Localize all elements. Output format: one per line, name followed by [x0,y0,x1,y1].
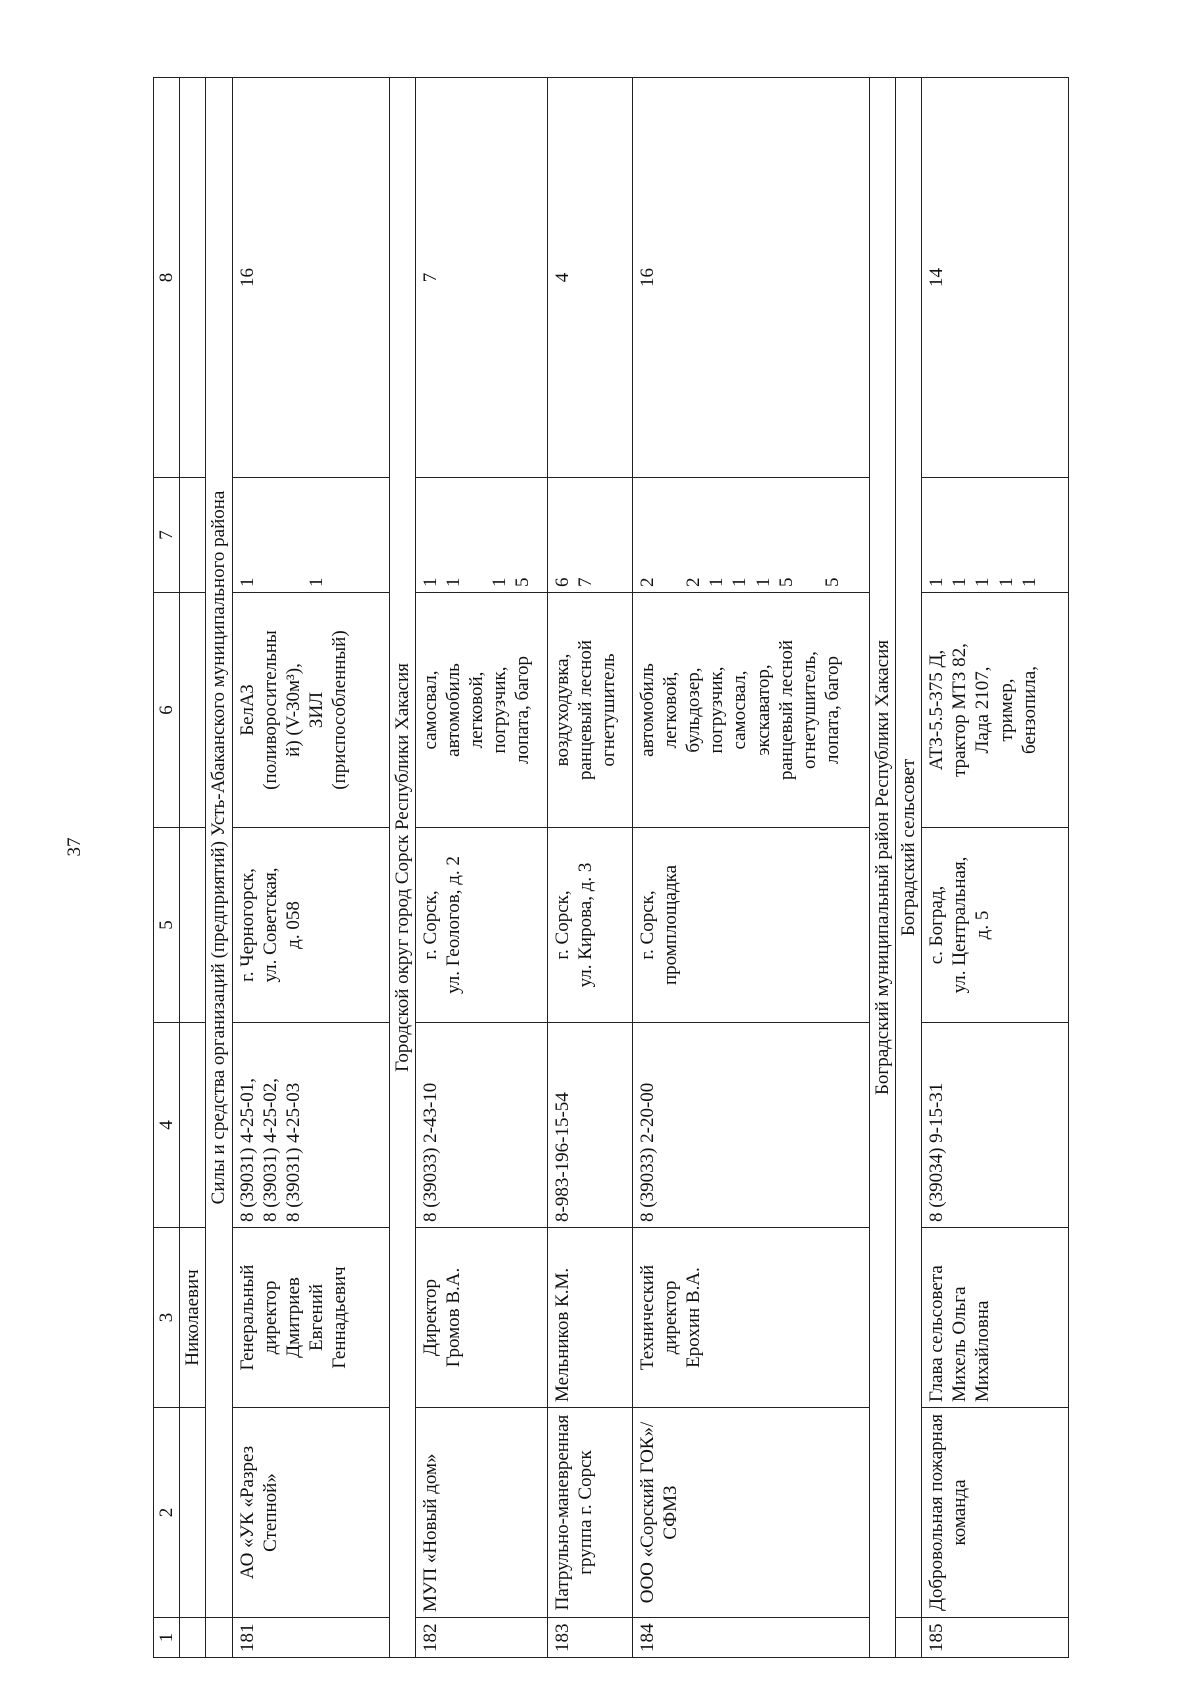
organization: ООО «Сорский ГОК»/ СФМЗ [632,1408,869,1618]
head-person: Технический директор Ерохин В.А. [632,1228,869,1408]
quantity: 1 1 1 1 1 [922,478,1069,593]
total-count: 16 [632,78,869,478]
address: г. Сорск, ул. Кирова, д. 3 [547,828,632,1023]
total-count: 16 [232,78,389,478]
head-person: Глава сельсовета Михель Ольга Михайловна [922,1228,1069,1408]
column-number: 3 [154,1228,180,1408]
section-title: Боградский муниципальный район Республики Хакасия [869,78,895,1658]
phone: 8-983-196-15-54 [547,1023,632,1228]
table-row [232,78,389,1658]
equipment: воздуходувка, ранцевый лесной огнетушитель [547,593,632,828]
section-row [389,78,415,1658]
section-row [206,78,232,1658]
address: г. Черногорск, ул. Советская, д. 058 [232,828,389,1023]
equipment: БелАЗ (поливоросительны й) (V-30м³), ЗИЛ (приспособленный) [232,593,389,828]
phone: 8 (39034) 9-15-31 [922,1023,1069,1228]
total-count: 7 [415,78,547,478]
table-row [922,78,1069,1658]
row-number: 181 [232,1618,389,1658]
total-count: 4 [547,78,632,478]
organization: Патрульно-маневренная группа г. Сорск [547,1408,632,1618]
column-number: 2 [154,1408,180,1618]
resources-table [153,77,1069,1658]
quantity: 6 7 [547,478,632,593]
address: г. Сорск, ул. Геологов, д. 2 [415,828,547,1023]
total-count: 14 [922,78,1069,478]
section-title: Городской округ город Сорск Республики Хакасия [389,78,415,1658]
subsection-title: Боградский сельсовет [895,78,921,1618]
phone: 8 (39033) 2-20-00 [632,1023,869,1228]
page-number: 37 [64,837,85,857]
quantity: 2 2 1 1 1 5 5 [632,478,869,593]
table-row [547,78,632,1658]
quantity: 1 1 [232,478,389,593]
address: г. Сорск, промплощадка [632,828,869,1023]
subsection-row [895,78,921,1658]
continued-row [180,78,206,1658]
table-row [415,78,547,1658]
column-number: 8 [154,78,180,478]
continued-name: Николаевич [180,1228,206,1408]
section-row [869,78,895,1658]
head-person: Директор Громов В.А. [415,1228,547,1408]
column-number: 5 [154,828,180,1023]
organization: МУП «Новый дом» [415,1408,547,1618]
organization: АО «УК «Разрез Степной» [232,1408,389,1618]
rotated-page-content [153,78,1183,1658]
equipment: автомобиль легковой, бульдозер, погрузчик, самосвал, экскаватор, ранцевый лесной огнетушитель, лопата, багор [632,593,869,828]
row-number: 185 [922,1618,1069,1658]
column-number: 6 [154,593,180,828]
equipment: АТЗ-5.5-375 Д, трактор МТЗ 82, Лада 2107, тример, бензопила, [922,593,1069,828]
organization: Добровольная пожарная команда [922,1408,1069,1618]
row-number: 182 [415,1618,547,1658]
column-number: 1 [154,1618,180,1658]
head-person: Мельников К.М. [547,1228,632,1408]
quantity: 1 1 1 5 [415,478,547,593]
phone: 8 (39033) 2-43-10 [415,1023,547,1228]
section-title: Силы и средства организаций (предприятий) Усть-Абаканского муниципального района [206,78,232,1618]
column-number: 7 [154,478,180,593]
table-row [632,78,869,1658]
phone: 8 (39031) 4-25-01, 8 (39031) 4-25-02, 8 (39031) 4-25-03 [232,1023,389,1228]
row-number: 183 [547,1618,632,1658]
column-number-row [154,78,180,1658]
equipment: самосвал, автомобиль легковой, погрузчик, лопата, багор [415,593,547,828]
column-number: 4 [154,1023,180,1228]
row-number: 184 [632,1618,869,1658]
address: с. Боград, ул. Центральная, д. 5 [922,828,1069,1023]
head-person: Генеральный директор Дмитриев Евгений Геннадьевич [232,1228,389,1408]
